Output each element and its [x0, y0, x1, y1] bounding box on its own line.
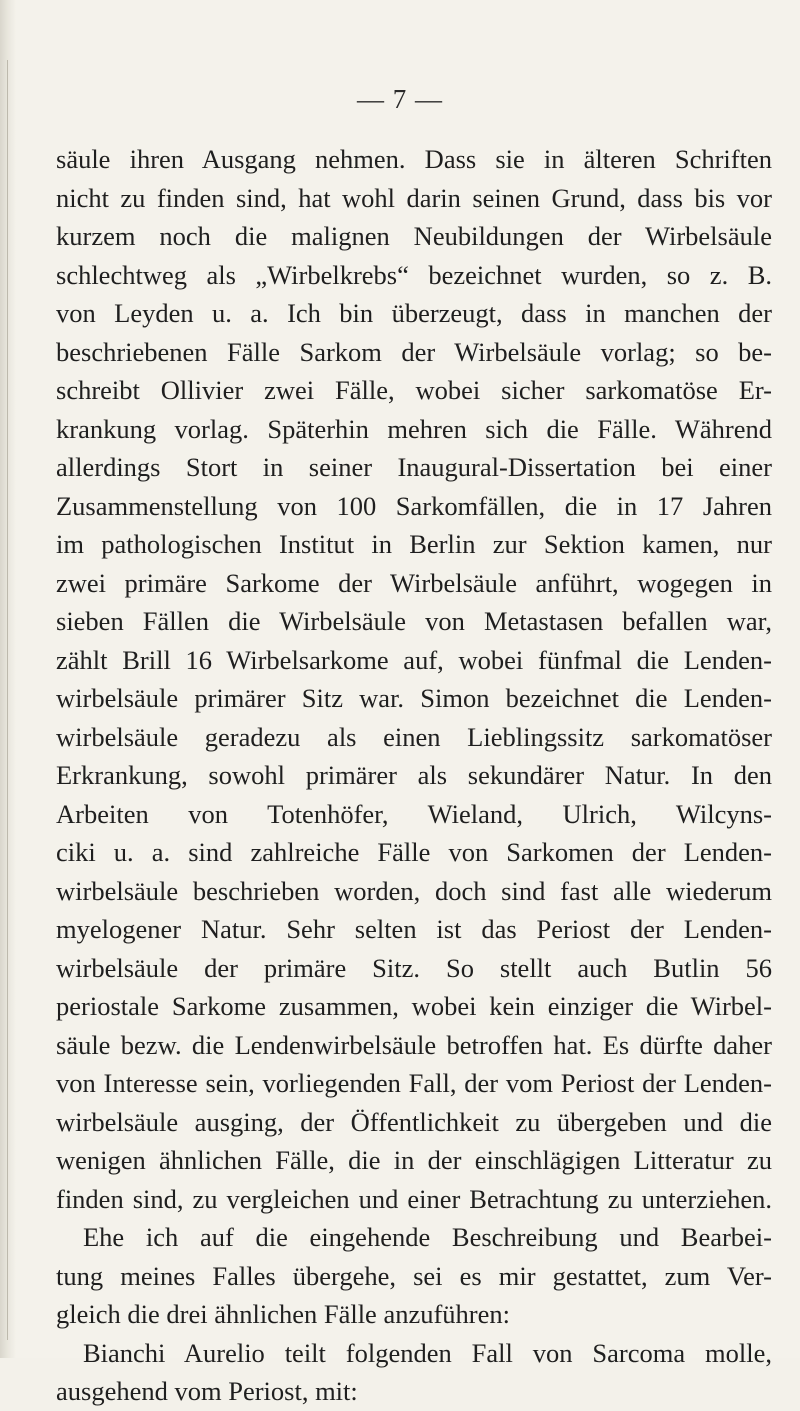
- text-line: zählt Brill 16 Wirbelsarkome auf, wobei fünfmal die Lenden-: [56, 644, 772, 675]
- text-line: Zusammenstellung von 100 Sarkomfällen, die in 17 Jahren: [56, 490, 772, 521]
- text-line: von Interesse sein, vorliegenden Fall, der vom Periost der Lenden-: [56, 1068, 772, 1098]
- text-line: Erkrankung, sowohl primärer als sekundärer Natur. In den: [56, 760, 772, 790]
- page-binding-edge: [0, 0, 16, 1358]
- text-line: ciki u. a. sind zahlreiche Fälle von Sarkomen der Lenden-: [56, 837, 772, 867]
- body-text: [56, 140, 772, 1411]
- text-line: Ehe ich auf die eingehende Beschreibung und Bearbei-: [83, 1222, 772, 1252]
- text-line: wirbelsäule der primäre Sitz. So stellt auch Butlin 56: [56, 952, 772, 983]
- text-line: zwei primäre Sarkome der Wirbelsäule anführt, wogegen in: [56, 567, 772, 598]
- text-line: von Leyden u. a. Ich bin überzeugt, dass in manchen der: [56, 298, 772, 328]
- text-line: tung meines Falles übergehe, sei es mir gestattet, zum Ver-: [56, 1260, 772, 1291]
- text-line: säule ihren Ausgang nehmen. Dass sie in älteren Schriften: [56, 144, 772, 174]
- text-line: im pathologischen Institut in Berlin zur Sektion kamen, nur: [56, 529, 772, 559]
- text-line: kurzem noch die malignen Neubildungen der Wirbelsäule: [56, 221, 772, 251]
- text-line: beschriebenen Fälle Sarkom der Wirbelsäule vorlag; so be-: [56, 336, 772, 367]
- text-line: schreibt Ollivier zwei Fälle, wobei sicher sarkomatöse Er-: [56, 375, 772, 405]
- text-line: wirbelsäule geradezu als einen Lieblingssitz sarkomatöser: [56, 721, 772, 752]
- text-line: wirbelsäule beschrieben worden, doch sind fast alle wiederum: [56, 875, 772, 906]
- text-line: säule bezw. die Lendenwirbelsäule betroffen hat. Es dürfte daher: [56, 1029, 772, 1060]
- text-line: Bianchi Aurelio teilt folgenden Fall von Sarcoma molle,: [83, 1337, 772, 1368]
- text-line: allerdings Stort in seiner Inaugural-Dissertation bei einer: [56, 452, 772, 482]
- text-line: wirbelsäule primärer Sitz war. Simon bezeichnet die Lenden-: [56, 683, 772, 713]
- text-line: ausgehend vom Periost, mit:: [56, 1376, 358, 1406]
- text-line: krankung vorlag. Späterhin mehren sich die Fälle. Während: [56, 413, 772, 444]
- text-line: finden sind, zu vergleichen und einer Betrachtung zu unterziehen.: [56, 1183, 772, 1214]
- text-line: Arbeiten von Totenhöfer, Wieland, Ulrich, Wilcyns-: [56, 798, 772, 829]
- text-line: sieben Fällen die Wirbelsäule von Metastasen befallen war,: [56, 606, 772, 636]
- text-line: nicht zu finden sind, hat wohl darin seinen Grund, dass bis vor: [56, 182, 772, 213]
- text-line: periostale Sarkome zusammen, wobei kein einziger die Wirbel-: [56, 991, 772, 1021]
- text-line: wenigen ähnlichen Fälle, die in der einschlägigen Litteratur zu: [56, 1145, 772, 1175]
- text-line: schlechtweg als „Wirbelkrebs“ bezeichnet wurden, so z. B.: [56, 259, 772, 290]
- text-line: wirbelsäule ausging, der Öffentlichkeit zu übergeben und die: [56, 1106, 772, 1137]
- text-line: gleich die drei ähnlichen Fälle anzuführen:: [56, 1299, 510, 1329]
- page-edge-line: [7, 60, 8, 1340]
- text-line: myelogener Natur. Sehr selten ist das Periost der Lenden-: [56, 914, 772, 944]
- page-number: — 7 —: [357, 84, 443, 114]
